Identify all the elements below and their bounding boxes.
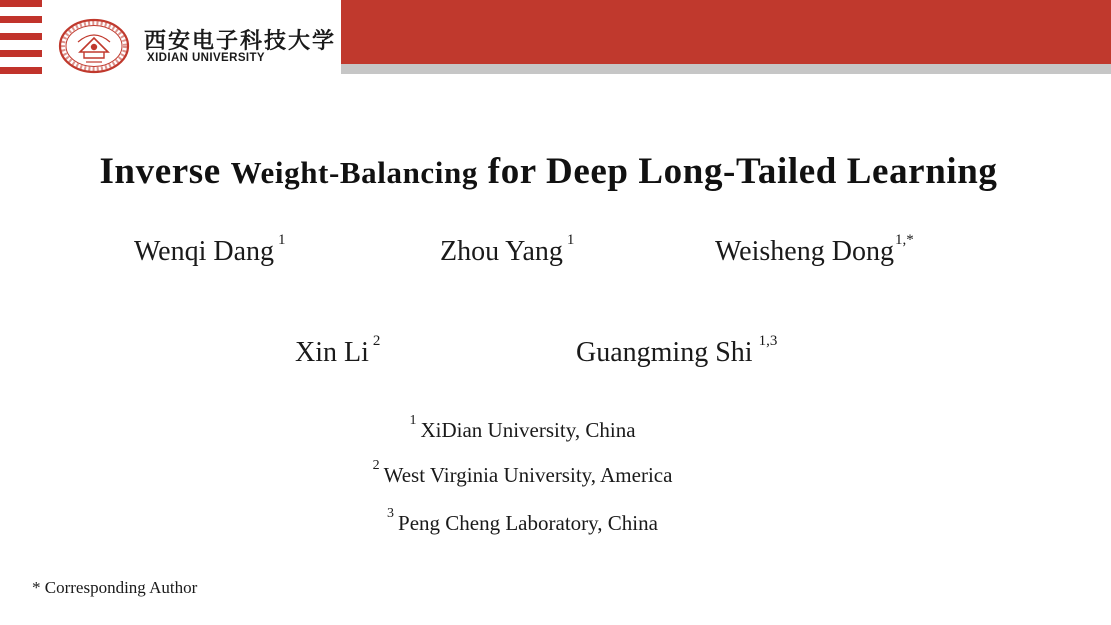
corresponding-author-note: * Corresponding Author <box>32 578 198 597</box>
author-name: Guangming Shi <box>576 337 753 368</box>
title-part-3: for Deep Long-Tailed Learning <box>477 151 998 192</box>
author-affiliation-mark: 1,* <box>894 232 914 248</box>
affiliation-text: West Virginia University, America <box>383 463 673 487</box>
title-part-2: Weight-Balancing <box>230 155 478 190</box>
author-name: Weisheng Dong <box>715 236 894 267</box>
header-stripes <box>0 0 42 74</box>
author-name: Zhou Yang <box>440 236 563 267</box>
author-affiliation-mark: 1 <box>566 232 575 248</box>
university-name-english: XIDIAN UNIVERSITY <box>147 52 265 64</box>
author-2 <box>440 232 575 268</box>
author-1 <box>134 232 286 268</box>
author-affiliation-mark: 2 <box>372 333 381 349</box>
university-name-chinese: 西安电子科技大学 <box>144 28 337 54</box>
author-4 <box>295 333 381 369</box>
affiliation-text: Peng Cheng Laboratory, China <box>398 511 658 535</box>
author-name: Wenqi Dang <box>134 236 275 267</box>
university-logo <box>58 18 338 66</box>
author-name: Xin Li <box>295 337 369 368</box>
affiliation-2 <box>0 458 1045 488</box>
affiliation-mark: 1 <box>409 413 417 428</box>
university-seal-icon <box>58 18 130 74</box>
paper-title <box>0 150 1097 193</box>
affiliation-1 <box>0 413 1045 443</box>
affiliation-text: XiDian University, China <box>420 418 636 442</box>
author-3 <box>715 232 914 268</box>
title-part-1: Inverse <box>99 151 231 192</box>
header-red-bar <box>341 0 1111 64</box>
header-gray-bar <box>341 64 1111 74</box>
affiliation-3 <box>0 506 1045 536</box>
author-5 <box>576 333 778 369</box>
affiliation-mark: 2 <box>372 458 380 473</box>
affiliation-mark: 3 <box>387 506 395 521</box>
author-affiliation-mark: 1 <box>278 232 286 248</box>
author-affiliation-mark: 1,3 <box>758 333 778 349</box>
